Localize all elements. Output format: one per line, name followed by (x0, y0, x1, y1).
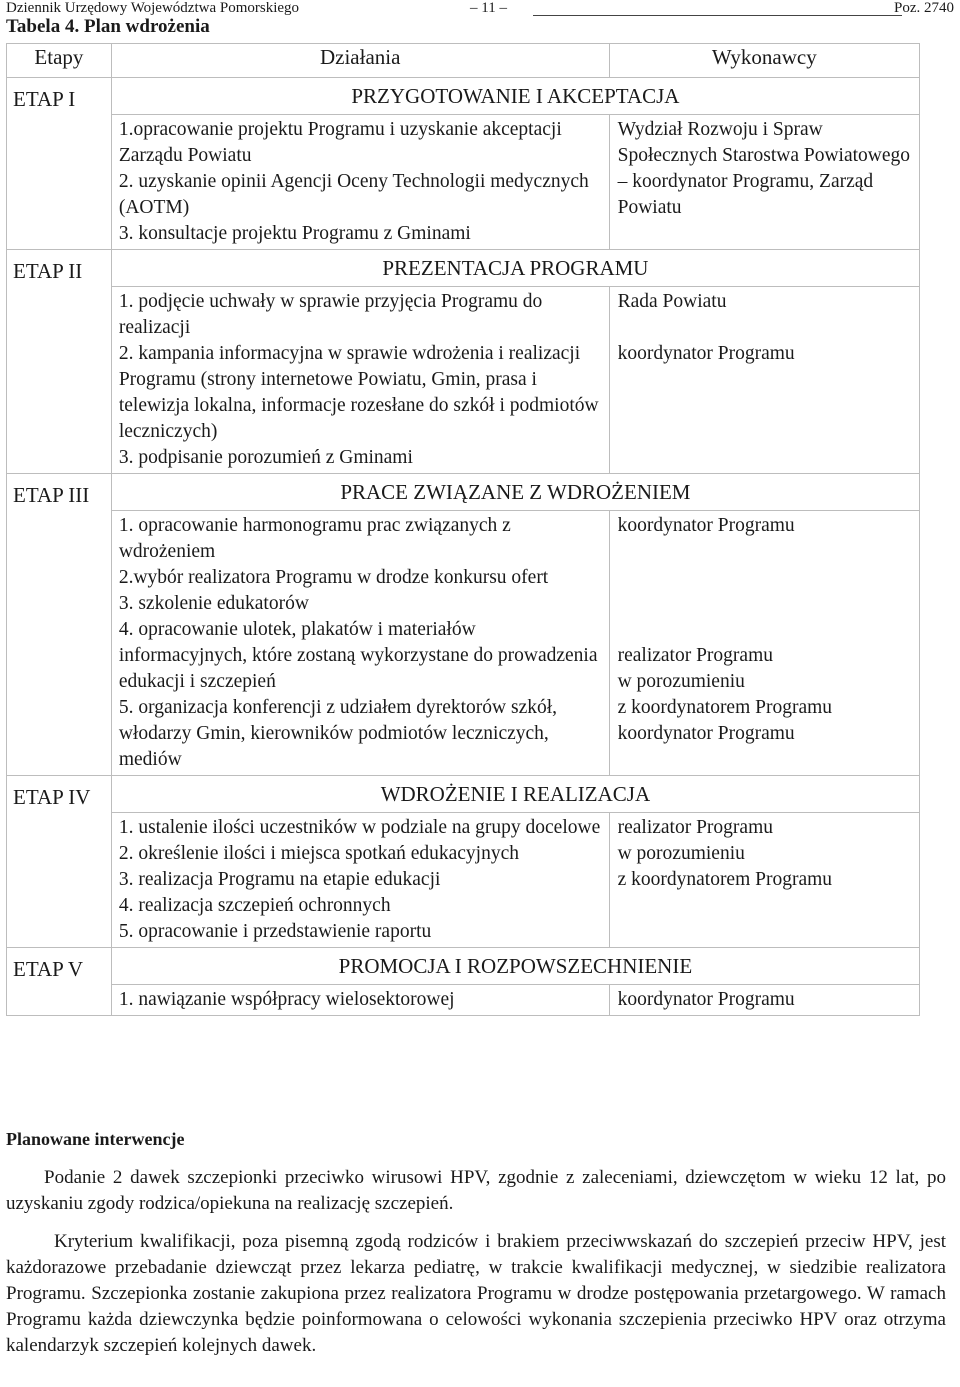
action-item: 1.opracowanie projektu Programu i uzyskanie akceptacji Zarządu Powiatu (118, 119, 562, 166)
stage-title-row (7, 78, 920, 115)
stage-label: ETAP V (7, 948, 112, 1016)
executor-line (618, 617, 915, 643)
table-header-row (7, 44, 920, 78)
action-item: 2. uzyskanie opinii Agencji Oceny Technologii medycznych (AOTM) (118, 171, 589, 218)
action-item: 3. szkolenie edukatorów (118, 593, 309, 614)
action-item: 1. nawiązanie współpracy wielosektorowej (118, 989, 455, 1010)
column-header-executors: Wykonawcy (609, 44, 919, 78)
executor-line: w porozumieniu (617, 671, 745, 692)
executor-line (618, 591, 915, 617)
stage-title: PRZYGOTOWANIE I AKCEPTACJA (111, 78, 919, 115)
stage-title-row (7, 948, 920, 985)
action-item: 5. opracowanie i przedstawienie raportu (118, 921, 432, 942)
action-item: 1. ustalenie ilości uczestników w podziale na grupy docelowe (118, 817, 601, 838)
actions-cell (111, 813, 609, 948)
planned-interventions-heading: Planowane interwencje (6, 1129, 185, 1149)
page-number: – 11 – (470, 0, 507, 16)
action-item: 1. podjęcie uchwały w sprawie przyjęcia Programu do realizacji (118, 291, 543, 338)
table-row (7, 287, 920, 474)
executor-line: realizator Programu (617, 817, 773, 838)
executor-line (618, 315, 915, 341)
position-number: Poz. 2740 (894, 0, 954, 16)
table-row (7, 813, 920, 948)
stage-label: ETAP II (7, 250, 112, 474)
stage-label: ETAP I (7, 78, 112, 250)
action-item: 2.wybór realizatora Programu w drodze konkursu ofert (118, 567, 549, 588)
action-item: 3. podpisanie porozumień z Gminami (118, 447, 413, 468)
stage-label: ETAP IV (7, 776, 112, 948)
stage-title-row (7, 474, 920, 511)
header-rule (533, 15, 902, 16)
executor-line: koordynator Programu (617, 989, 795, 1010)
executors-cell (609, 813, 919, 948)
action-item: 3. konsultacje projektu Programu z Gminami (118, 223, 471, 244)
executors-cell (609, 511, 919, 776)
action-item: 5. organizacja konferencji z udziałem dyrektorów szkół, włodarzy Gmin, kierowników podmiotów leczniczych, mediów (118, 697, 558, 770)
executors-cell (609, 287, 919, 474)
stage-title: PRACE ZWIĄZANE Z WDROŻENIEM (111, 474, 919, 511)
action-item: 1. opracowanie harmonogramu prac związanych z wdrożeniem (118, 515, 511, 562)
executor-line: z koordynatorem Programu (617, 869, 833, 890)
executor-line: koordynator Programu (617, 343, 795, 364)
table-row (7, 115, 920, 250)
stage-title: PROMOCJA I ROZPOWSZECHNIENIE (111, 948, 919, 985)
actions-cell (111, 985, 609, 1016)
stage-title: PREZENTACJA PROGRAMU (111, 250, 919, 287)
executor-line: Wydział Rozwoju i Spraw Społecznych Starostwa Powiatowego – koordynator Programu, Zarząd Powiatu (617, 119, 911, 218)
implementation-plan-table (6, 43, 920, 1016)
table-row (7, 985, 920, 1016)
executor-line: w porozumieniu (617, 843, 745, 864)
actions-cell (111, 511, 609, 776)
executor-line: realizator Programu (617, 645, 773, 666)
executor-line (618, 565, 915, 591)
action-item: 3. realizacja Programu na etapie edukacji (118, 869, 441, 890)
executor-line (618, 539, 915, 565)
executor-line: Rada Powiatu (617, 291, 727, 312)
table-row (7, 511, 920, 776)
stage-title: WDROŻENIE I REALIZACJA (111, 776, 919, 813)
executor-line: z koordynatorem Programu (617, 697, 833, 718)
executor-line: koordynator Programu (617, 723, 795, 744)
paragraph: Kryterium kwalifikacji, poza pisemną zgodą rodziców i brakiem przeciwwskazań do szczepień przeciw HPV, jest każdorazowe przebadanie dziewcząt przez lekarza pediatrę, w trakcie kwalifikacji medycznej, w siedzibie realizatora Programu. Szczepionka zostanie zakupiona przez realizatora Programu w drodze postępowania przetargowego. W ramach Programu każda dziewczynka będzie poinformowana o celowości wykonania szczepienia przeciwko HPV oraz otrzyma kalendarzyk szczepień kolejnych dawek. (6, 1231, 946, 1356)
stage-label: ETAP III (7, 474, 112, 776)
action-item: 4. realizacja szczepień ochronnych (118, 895, 391, 916)
action-item: 4. opracowanie ulotek, plakatów i materiałów informacyjnych, które zostaną wykorzystane do prowadzenia edukacji i szczepień (118, 619, 598, 692)
column-header-actions: Działania (111, 44, 609, 78)
executors-cell (609, 115, 919, 250)
executors-cell (609, 985, 919, 1016)
executor-line: koordynator Programu (617, 515, 795, 536)
paragraph: Podanie 2 dawek szczepionki przeciwko wirusowi HPV, zgodnie z zaleceniami, dziewczętom w wieku 12 lat, po uzyskaniu zgody rodzica/opiekuna na realizację szczepień. (6, 1167, 946, 1214)
stage-title-row (7, 776, 920, 813)
action-item: 2. określenie ilości i miejsca spotkań edukacyjnych (118, 843, 520, 864)
table-caption: Tabela 4. Plan wdrożenia (6, 16, 210, 37)
column-header-stages: Etapy (7, 44, 112, 78)
action-item: 2. kampania informacyjna w sprawie wdrożenia i realizacji Programu (strony internetowe Powiatu, Gmin, prasa i telewizja lokalna, informacje rozesłane do szkół i podmiotów leczniczych) (118, 343, 599, 442)
stage-title-row (7, 250, 920, 287)
actions-cell (111, 115, 609, 250)
actions-cell (111, 287, 609, 474)
publication-name: Dziennik Urzędowy Województwa Pomorskiego (6, 0, 300, 16)
table-body (7, 78, 920, 1016)
